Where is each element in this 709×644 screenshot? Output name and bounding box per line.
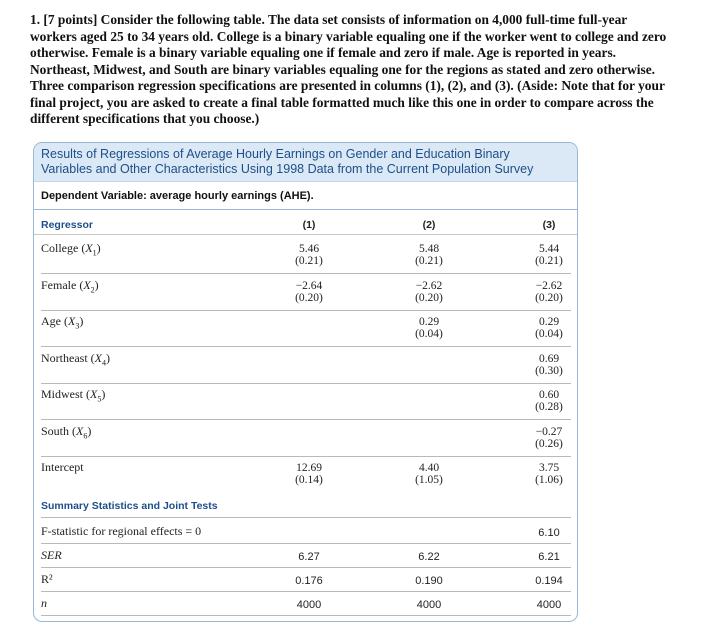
summary-value-cell: 0.190 bbox=[415, 575, 443, 587]
coefficient-cell: −2.62 bbox=[535, 279, 563, 292]
regressor-name: Northeast bbox=[41, 350, 88, 365]
standard-error-cell: (1.06) bbox=[535, 474, 563, 486]
regressor-label bbox=[41, 314, 83, 330]
regression-table-card bbox=[33, 142, 578, 622]
summary-label: SER bbox=[41, 548, 62, 562]
coefficient-cell: 12.69 bbox=[296, 462, 322, 474]
summary-rule bbox=[41, 517, 571, 518]
regressor-symbol: $(X_1)$ bbox=[78, 241, 101, 258]
question-text: 1. [7 points] Consider the following table. The data set consists of information on 4,000 full-time full-year workers aged 25 to 34 years old. College is a binary variable equaling one if the worker went to college and zero otherwise. Female is a binary variable equaling one if female and zero if male. Age is reported in years. Northeast, Midwest, and South are binary variables equaling one for the regions as stated and zero otherwise. Three comparison regression specifications are presented in columns (1), (2), and (3). (Aside: Note that for your final project, you are asked to create a final table formatted much like this one in order to compare across the different specifications that you choose.) bbox=[30, 12, 667, 126]
summary-label: F-statistic for regional effects = 0 bbox=[41, 524, 202, 538]
regressor-symbol: $(X_4)$ bbox=[87, 350, 110, 367]
coefficient-cell: 5.46 bbox=[298, 243, 320, 255]
regressor-name: Female bbox=[41, 277, 77, 292]
coefficient-cell: 0.29 bbox=[538, 316, 560, 328]
column-header-rule bbox=[34, 234, 577, 235]
regressor-label bbox=[41, 387, 105, 403]
summary-header: Summary Statistics and Joint Tests bbox=[41, 500, 218, 512]
regressor-symbol: $(X_3)$ bbox=[61, 314, 84, 331]
summary-rule bbox=[41, 615, 571, 616]
regressor-name: South bbox=[41, 423, 70, 438]
standard-error-cell: (0.26) bbox=[535, 437, 563, 450]
coefficient-cell: 0.60 bbox=[538, 389, 560, 401]
standard-error-cell: (0.14) bbox=[295, 474, 323, 486]
summary-value-cell: 4000 bbox=[416, 599, 442, 611]
standard-error-cell: (0.21) bbox=[535, 255, 563, 267]
regressor-name: Midwest bbox=[41, 387, 83, 401]
column-header-3: (3) bbox=[542, 219, 556, 231]
standard-error-cell: (1.05) bbox=[415, 474, 443, 486]
regressor-label bbox=[41, 424, 91, 440]
standard-error-cell: (0.20) bbox=[295, 291, 323, 304]
row-rule bbox=[41, 383, 571, 384]
row-rule bbox=[41, 346, 571, 347]
standard-error-cell: (0.21) bbox=[295, 255, 323, 267]
table-title: Results of Regressions of Average Hourly Earnings on Gender and Education Binary Variables and Other Characteristics Using 1998 Data from the Current Population Survey bbox=[41, 147, 534, 176]
regressor-label bbox=[41, 351, 110, 367]
coefficient-cell: 4.40 bbox=[418, 462, 440, 474]
standard-error-cell: (0.04) bbox=[415, 328, 443, 340]
regressor-name: Intercept bbox=[41, 460, 84, 474]
dependent-variable-label: Dependent Variable: average hourly earnings (AHE). bbox=[41, 190, 314, 202]
coefficient-cell: −2.64 bbox=[295, 279, 323, 292]
table-title-bar bbox=[34, 143, 577, 182]
regressor-header: Regressor bbox=[41, 219, 93, 231]
standard-error-cell: (0.21) bbox=[415, 255, 443, 267]
coefficient-cell: 5.48 bbox=[418, 243, 440, 255]
regressor-symbol: $(X_6)$ bbox=[69, 423, 92, 440]
row-rule bbox=[41, 456, 571, 457]
standard-error-cell: (0.04) bbox=[535, 328, 563, 340]
coefficient-cell: 0.69 bbox=[538, 352, 560, 365]
column-header-1: (1) bbox=[302, 219, 316, 231]
summary-rule bbox=[41, 591, 571, 592]
regressor-name: College bbox=[41, 241, 79, 255]
regressor-name: Age bbox=[41, 314, 61, 328]
summary-rule bbox=[41, 567, 571, 568]
summary-value-cell: 6.22 bbox=[418, 551, 440, 563]
standard-error-cell: (0.20) bbox=[415, 291, 443, 304]
summary-rule bbox=[41, 543, 571, 544]
row-rule bbox=[41, 273, 571, 274]
regressor-label bbox=[41, 278, 99, 294]
header-rule bbox=[34, 209, 577, 210]
summary-value-cell: 6.27 bbox=[298, 551, 320, 563]
summary-value-cell: 0.194 bbox=[535, 575, 563, 587]
regressor-label bbox=[41, 460, 84, 475]
standard-error-cell: (0.20) bbox=[535, 291, 563, 304]
regressor-symbol: $(X_5)$ bbox=[83, 387, 106, 404]
coefficient-cell: −2.62 bbox=[415, 279, 443, 292]
coefficient-cell: −0.27 bbox=[535, 425, 563, 438]
summary-label: R² bbox=[41, 572, 53, 586]
column-header-2: (2) bbox=[422, 219, 436, 231]
standard-error-cell: (0.28) bbox=[535, 401, 563, 413]
summary-value-cell: 4000 bbox=[536, 599, 562, 611]
coefficient-cell: 0.29 bbox=[418, 316, 440, 328]
summary-label: n bbox=[41, 596, 47, 610]
regressor-symbol: $(X_2)$ bbox=[76, 277, 99, 294]
standard-error-cell: (0.30) bbox=[535, 364, 563, 377]
row-rule bbox=[41, 419, 571, 420]
summary-value-cell: 6.10 bbox=[538, 527, 560, 539]
summary-value-cell: 6.21 bbox=[538, 551, 560, 563]
row-rule bbox=[41, 310, 571, 311]
coefficient-cell: 5.44 bbox=[538, 243, 560, 255]
summary-value-cell: 0.176 bbox=[295, 575, 323, 587]
summary-value-cell: 4000 bbox=[296, 599, 322, 611]
coefficient-cell: 3.75 bbox=[538, 462, 560, 474]
regressor-label bbox=[41, 241, 101, 257]
